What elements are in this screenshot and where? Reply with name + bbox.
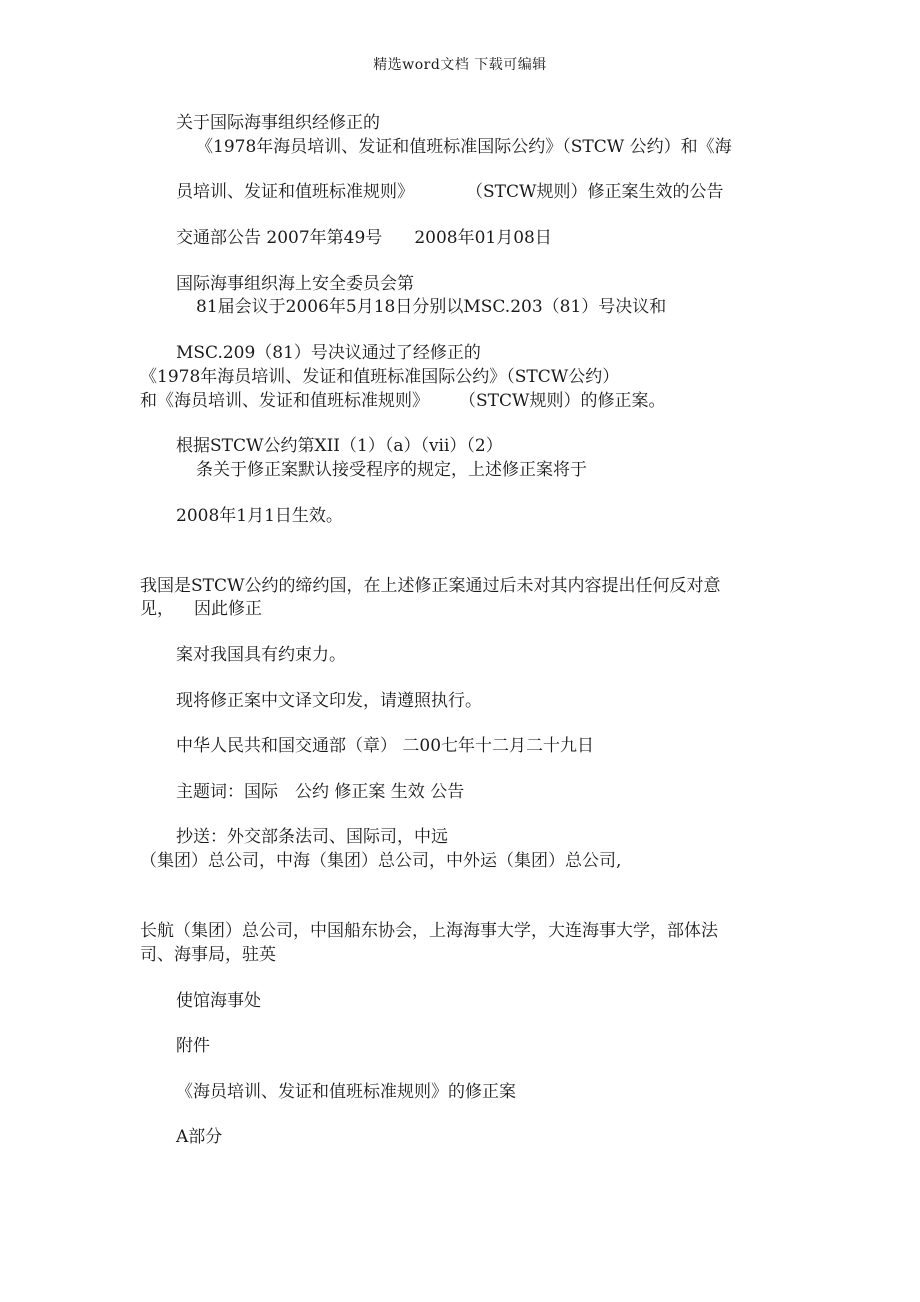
notice-date: 2008年01月08日 (414, 228, 552, 248)
para1-line-1: 国际海事组织海上安全委员会第 (176, 274, 414, 294)
cc-line-2: （集团）总公司，中海（集团）总公司，中外运（集团）总公司, (140, 851, 622, 871)
signature-line: 中华人民共和国交通部（章） 二00七年十二月二十九日 (176, 736, 595, 756)
para2-line-1: 根据STCW公约第XII（1）（a）（vii）（2） (176, 436, 503, 456)
title-line-3-part-b: （STCW规则）修正案生效的公告 (466, 182, 724, 202)
para1-line-5-part-b: （STCW规则）的修正案。 (459, 391, 666, 411)
para3-line-1: 我国是STCW公约的缔约国，在上述修正案通过后未对其内容提出任何反对意 (140, 576, 721, 596)
title-line-1: 关于国际海事组织经修正的 (176, 113, 380, 133)
page-header: 精选word文档 下载可编辑 (373, 57, 547, 73)
title-line-2: 《1978年海员培训、发证和值班标准国际公约》（STCW 公约）和《海 (196, 137, 732, 157)
cc-line-4: 司、海事局，驻英 (140, 945, 276, 965)
para3-line-3: 案对我国具有约束力。 (176, 645, 346, 665)
notice-line (176, 227, 552, 249)
para3-line-2 (140, 598, 262, 620)
para1-line-3: MSC.209（81）号决议通过了经修正的 (176, 343, 481, 363)
cc-line-3: 长航（集团）总公司，中国船东协会，上海海事大学，大连海事大学，部体法 (140, 921, 718, 941)
para2-line-3: 2008年1月1日生效。 (176, 506, 343, 526)
para3-line-2-part-b: 因此修正 (194, 599, 262, 619)
title-line-3 (176, 181, 723, 203)
cc-line-5: 使馆海事处 (176, 991, 261, 1011)
keywords-line: 主题词：国际 公约 修正案 生效 公告 (176, 782, 465, 802)
attachment-label: 附件 (176, 1036, 210, 1056)
attachment-title: 《海员培训、发证和值班标准规则》的修正案 (176, 1082, 516, 1102)
para2-line-2: 条关于修正案默认接受程序的规定，上述修正案将于 (196, 460, 587, 480)
part-label: A部分 (176, 1127, 223, 1147)
para1-line-2: 81届会议于2006年5月18日分别以MSC.203（81）号决议和 (196, 297, 667, 317)
notice-number: 交通部公告 2007年第49号 (176, 228, 383, 248)
para4-line: 现将修正案中文译文印发，请遵照执行。 (176, 691, 482, 711)
title-line-3-part-a: 员培训、发证和值班标准规则》 (176, 182, 414, 202)
para1-line-5-part-a: 和《海员培训、发证和值班标准规则》 (140, 391, 429, 411)
para1-line-4: 《1978年海员培训、发证和值班标准国际公约》（STCW公约） (140, 367, 620, 387)
para3-line-2-part-a: 见， (140, 599, 174, 619)
cc-line-1: 抄送：外交部条法司、国际司，中远 (176, 827, 448, 847)
para1-line-5 (140, 390, 665, 412)
